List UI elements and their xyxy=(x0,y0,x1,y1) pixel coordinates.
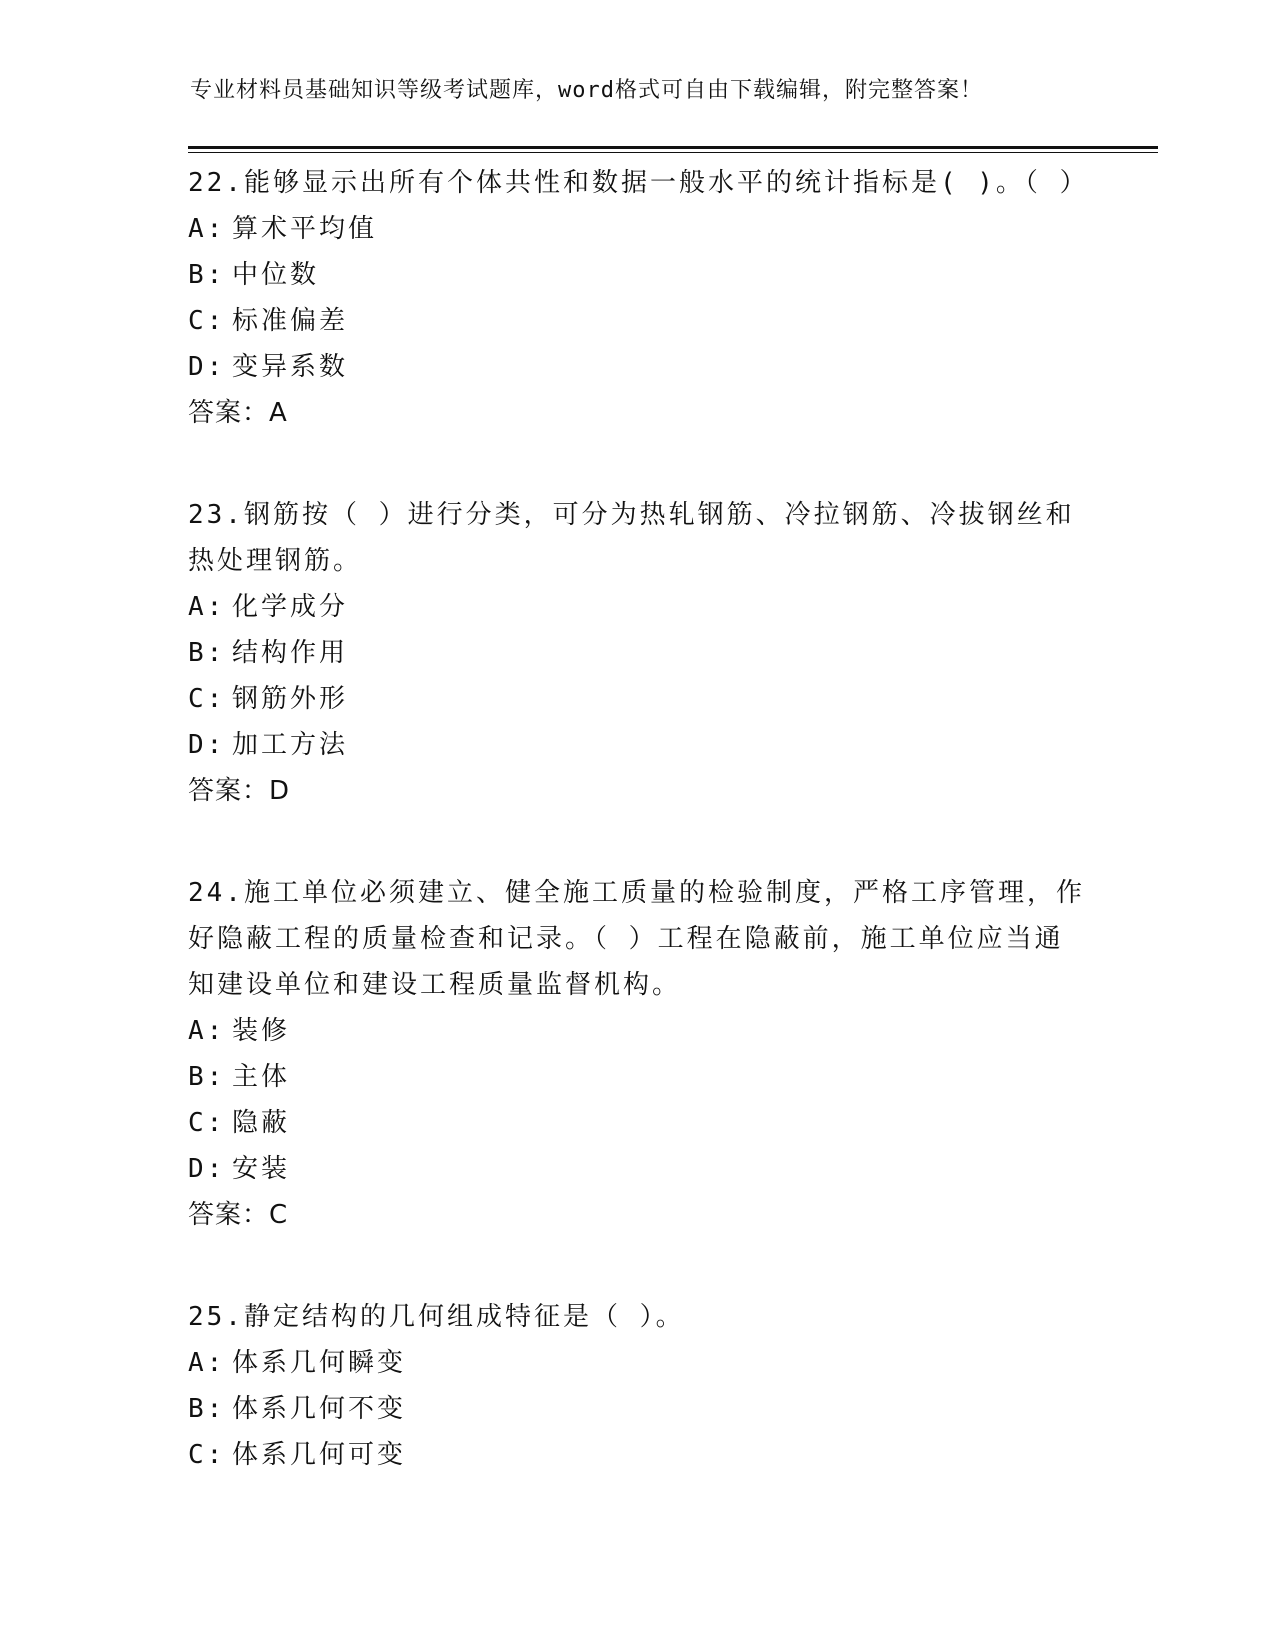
option-d xyxy=(188,344,1088,390)
option-letter: B: xyxy=(188,638,226,668)
header-divider xyxy=(188,146,1158,149)
option-d xyxy=(188,1146,1088,1192)
answer-label: 答案：A xyxy=(188,398,288,428)
answer-label: 答案：C xyxy=(188,1200,289,1230)
option-a xyxy=(188,1008,1088,1054)
option-letter: C: xyxy=(188,684,226,714)
question-text: 22.能够显示出所有个体共性和数据一般水平的统计指标是( )。（ ） xyxy=(188,168,1089,198)
option-a xyxy=(188,584,1088,630)
option-text: 算术平均值 xyxy=(232,214,378,244)
option-text: 变异系数 xyxy=(232,352,349,382)
option-text: 隐蔽 xyxy=(232,1108,291,1138)
option-a xyxy=(188,1340,1088,1386)
question-24 xyxy=(188,870,1088,1238)
option-letter: B: xyxy=(188,1394,226,1424)
option-d xyxy=(188,722,1088,768)
question-25 xyxy=(188,1294,1088,1478)
option-c xyxy=(188,1100,1088,1146)
option-letter: A: xyxy=(188,1016,226,1046)
option-letter: A: xyxy=(188,214,226,244)
option-c xyxy=(188,676,1088,722)
question-23 xyxy=(188,492,1088,814)
option-text: 中位数 xyxy=(232,260,320,290)
option-b xyxy=(188,252,1088,298)
option-letter: D: xyxy=(188,352,226,382)
option-text: 体系几何不变 xyxy=(232,1394,407,1424)
option-letter: A: xyxy=(188,1348,226,1378)
option-letter: D: xyxy=(188,730,226,760)
option-letter: C: xyxy=(188,1108,226,1138)
option-text: 加工方法 xyxy=(232,730,349,760)
option-text: 主体 xyxy=(232,1062,291,1092)
question-22 xyxy=(188,160,1088,436)
option-letter: A: xyxy=(188,592,226,622)
question-text: 23.钢筋按（ ）进行分类，可分为热轧钢筋、冷拉钢筋、冷拔钢丝和热处理钢筋。 xyxy=(188,500,1075,576)
question-text: 25.静定结构的几何组成特征是（ ）。 xyxy=(188,1302,685,1332)
option-letter: B: xyxy=(188,260,226,290)
page-header: 专业材料员基础知识等级考试题库，word格式可自由下载编辑，附完整答案！ xyxy=(190,78,983,103)
option-text: 体系几何瞬变 xyxy=(232,1348,407,1378)
option-letter: C: xyxy=(188,1440,226,1470)
option-letter: B: xyxy=(188,1062,226,1092)
option-text: 标准偏差 xyxy=(232,306,349,336)
option-text: 体系几何可变 xyxy=(232,1440,407,1470)
option-letter: D: xyxy=(188,1154,226,1184)
option-a xyxy=(188,206,1088,252)
option-c xyxy=(188,298,1088,344)
option-text: 化学成分 xyxy=(232,592,349,622)
question-list xyxy=(188,160,1088,1534)
option-text: 装修 xyxy=(232,1016,291,1046)
option-c xyxy=(188,1432,1088,1478)
option-b xyxy=(188,1054,1088,1100)
answer-label: 答案：D xyxy=(188,776,291,806)
option-b xyxy=(188,630,1088,676)
question-text: 24.施工单位必须建立、健全施工质量的检验制度，严格工序管理，作好隐蔽工程的质量检查和记录。（ ）工程在隐蔽前，施工单位应当通知建设单位和建设工程质量监督机构。 xyxy=(188,878,1085,1000)
option-b xyxy=(188,1386,1088,1432)
option-letter: C: xyxy=(188,306,226,336)
option-text: 结构作用 xyxy=(232,638,349,668)
option-text: 安装 xyxy=(232,1154,291,1184)
option-text: 钢筋外形 xyxy=(232,684,349,714)
header-divider-thin xyxy=(188,152,1158,153)
